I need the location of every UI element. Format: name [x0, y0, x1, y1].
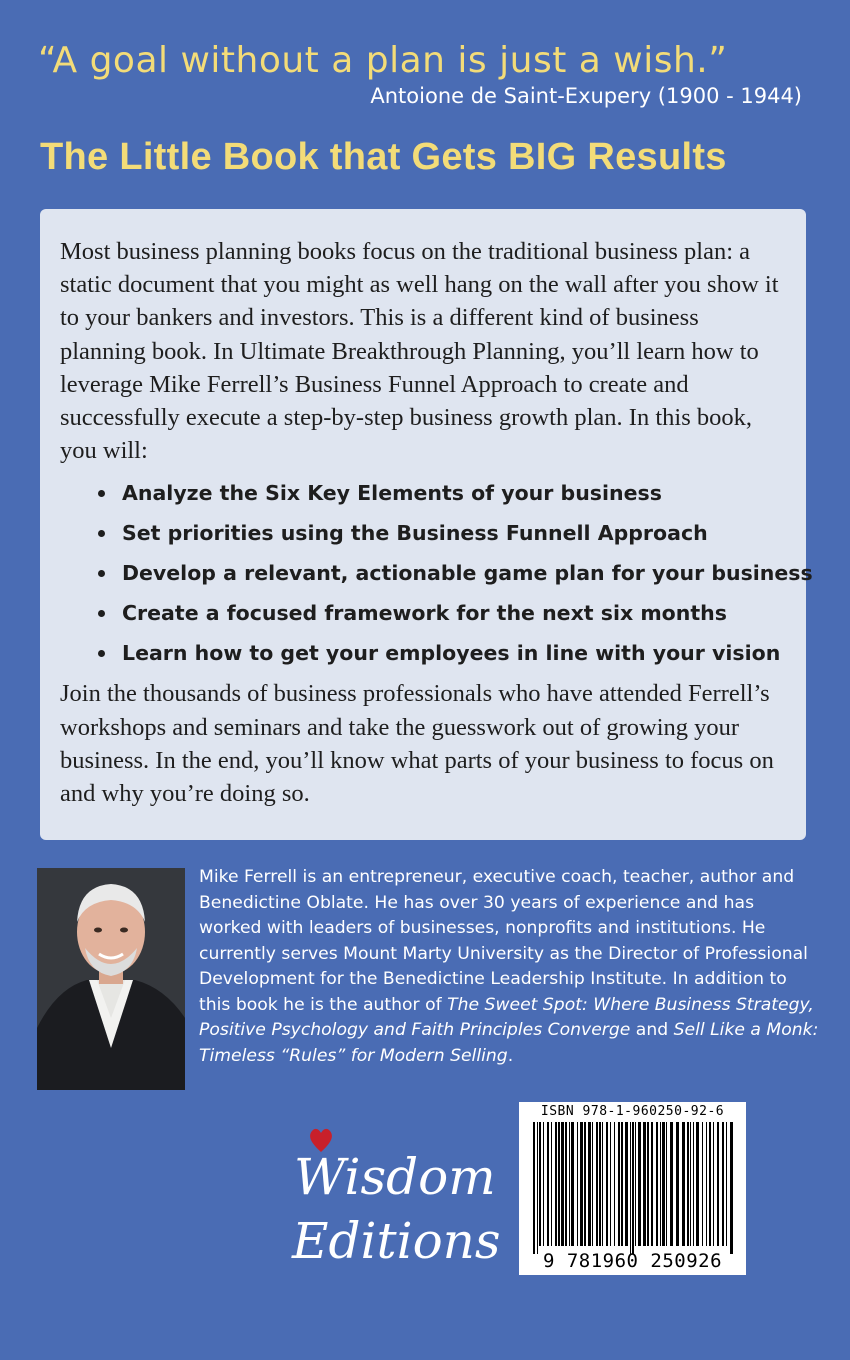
barcode-bar: [543, 1122, 544, 1246]
barcode-bar: [670, 1122, 673, 1246]
benefit-text: Develop a relevant, actionable game plan for your business: [122, 561, 813, 586]
bullet-icon: [98, 570, 105, 577]
barcode-bar: [638, 1122, 641, 1246]
book-title-sell-like-a-monk: Sell Like a Monk: Timeless “Rules” for Modern Selling: [199, 1020, 819, 1066]
barcode-bar: [555, 1122, 557, 1246]
barcode-bar: [666, 1122, 667, 1246]
barcode-bar: [676, 1122, 679, 1246]
barcode-bar: [599, 1122, 601, 1246]
isbn-label: ISBN 978-1-960250-92-6: [540, 1104, 725, 1119]
barcode-bar: [602, 1122, 603, 1246]
bullet-icon: [98, 650, 105, 657]
barcode-bar: [730, 1122, 733, 1254]
barcode-bar: [660, 1122, 661, 1246]
author-photo: [37, 868, 185, 1090]
bullet-icon: [98, 530, 105, 537]
barcode-bar: [682, 1122, 685, 1246]
benefit-item: [60, 513, 786, 553]
barcode-bar: [588, 1122, 591, 1246]
isbn-barcode: [519, 1102, 746, 1275]
author-portrait-icon: [37, 868, 185, 1090]
bio-end: .: [507, 1045, 514, 1066]
bullet-icon: [98, 490, 105, 497]
book-headline: The Little Book that Gets BIG Results: [40, 136, 727, 178]
barcode-bar: [632, 1122, 634, 1254]
barcode-bar: [547, 1122, 549, 1246]
barcode-bar: [726, 1122, 727, 1246]
barcode-bar: [571, 1122, 574, 1246]
barcode-bar: [614, 1122, 615, 1246]
bullet-icon: [98, 610, 105, 617]
author-bio: [199, 865, 819, 1069]
barcode-bar: [565, 1122, 567, 1246]
benefit-item: [60, 553, 813, 593]
barcode-bar: [539, 1122, 541, 1246]
barcode-bar: [618, 1122, 620, 1246]
barcode-bar: [647, 1122, 649, 1246]
barcode-bar: [696, 1122, 699, 1246]
barcode-bar: [709, 1122, 711, 1246]
barcode-bar: [690, 1122, 691, 1246]
barcode-bar: [592, 1122, 593, 1246]
benefit-text: Create a focused framework for the next six months: [122, 601, 727, 626]
barcode-bar: [580, 1122, 583, 1246]
benefit-text: Learn how to get your employees in line with your vision: [122, 641, 781, 666]
barcode-bar: [693, 1122, 694, 1246]
publisher-name-line2: Editions: [292, 1212, 501, 1270]
description-intro: Most business planning books focus on the traditional business plan: a static document that you might as well hang on the wall after you show it to your bankers and investors. This is a different kind of business planning book. In Ultimate Breakthrough Planning, you’ll learn how to leverage Mike Ferrell’s Business Funnel Approach to create and successfully execute a step-by-step business growth plan. In this book, you will:: [60, 238, 779, 465]
barcode-bar: [569, 1122, 570, 1246]
barcode-bar: [706, 1122, 707, 1246]
barcode-bar: [551, 1122, 552, 1246]
barcode-bar: [606, 1122, 608, 1246]
barcode-bar: [717, 1122, 719, 1246]
barcode-bar: [643, 1122, 646, 1246]
book-title-sweet-spot: The Sweet Spot: Where Business Strategy, Positive Psychology and Faith Principles Converge: [199, 994, 814, 1040]
barcode-bar: [630, 1122, 631, 1254]
benefit-item: [60, 633, 786, 673]
barcode-bar: [687, 1122, 689, 1246]
barcode-bar: [584, 1122, 586, 1246]
barcode-bar: [558, 1122, 560, 1246]
benefit-item: [60, 473, 786, 513]
description-panel: [40, 209, 813, 840]
barcode-bar: [577, 1122, 578, 1246]
barcode-bar: [713, 1122, 714, 1246]
barcode-bar: [722, 1122, 724, 1246]
bio-connector: and: [630, 1020, 674, 1040]
benefit-item: [60, 593, 786, 633]
barcode-digits: 9 781960 250926: [542, 1250, 723, 1272]
barcode-bar: [621, 1122, 623, 1246]
barcode-bar: [561, 1122, 564, 1246]
barcode-bar: [656, 1122, 658, 1246]
barcode-bar: [702, 1122, 703, 1246]
benefit-list: [60, 473, 813, 673]
barcode-bar: [635, 1122, 636, 1246]
quote-attribution: Antoione de Saint-Exupery (1900 - 1944): [370, 84, 802, 108]
publisher-logo: [286, 1130, 501, 1310]
bio-main-text: Mike Ferrell is an entrepreneur, executive coach, teacher, author and Benedictine Oblate. He has over 30 years of experience and has worked with leaders of businesses, nonprofits and institutions. He currently serves Mount Marty University as the Director of Professional Development for the Benedictine Leadership Institute. In addition to this book he is the author of: [199, 867, 808, 1015]
barcode-bar: [651, 1122, 653, 1246]
barcode-bar: [625, 1122, 628, 1246]
description-outro: Join the thousands of business professionals who have attended Ferrell’s workshops and seminars and take the guesswork out of growing your business. In the end, you’ll know what parts of your business to focus on and why you’re doing so.: [60, 680, 774, 808]
benefit-text: Set priorities using the Business Funnell Approach: [122, 521, 708, 546]
barcode-bar: [610, 1122, 611, 1246]
barcode-bar: [533, 1122, 535, 1254]
publisher-name-line1: Wisdom: [294, 1148, 496, 1206]
benefit-text: Analyze the Six Key Elements of your business: [122, 481, 662, 506]
barcode-bar: [596, 1122, 598, 1246]
quote-text: “A goal without a plan is just a wish.”: [38, 40, 728, 81]
barcode-bar: [662, 1122, 665, 1246]
barcode-bar: [537, 1122, 538, 1254]
